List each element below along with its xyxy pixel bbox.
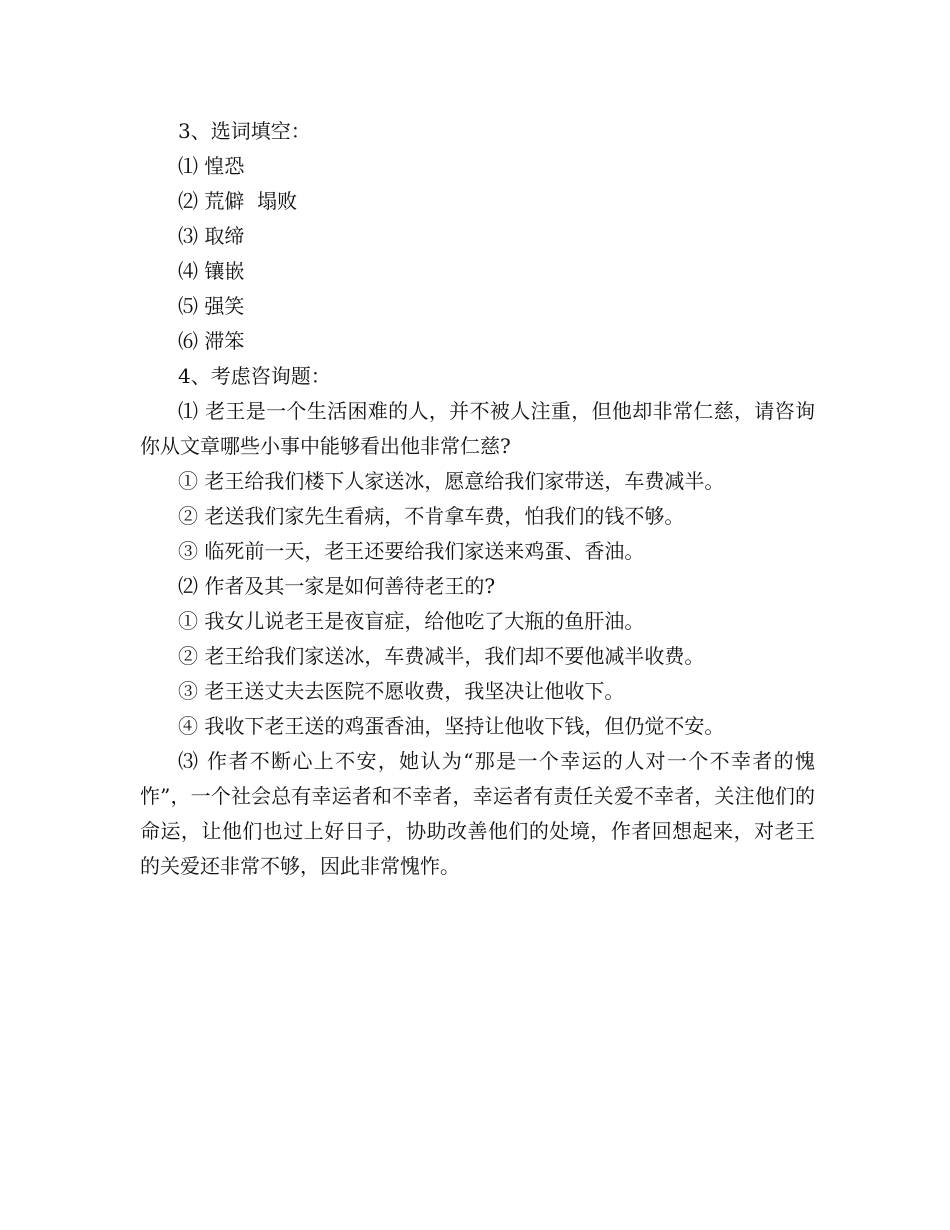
question-2-answer-1: ① 我女儿说老王是夜盲症，给他吃了大瓶的鱼肝油。 <box>178 609 645 633</box>
fill-blank-item-6: ⑹ 滞笨 <box>178 329 245 353</box>
section-3-heading: 3、选词填空： <box>178 119 311 143</box>
section-4-heading: 4、考虑咨询题： <box>178 364 331 388</box>
question-2-answer-3: ③ 老王送丈夫去医院不愿收费，我坚决让他收下。 <box>178 679 625 703</box>
fill-blank-item-5: ⑸ 强笑 <box>178 294 245 318</box>
question-2-answer-2: ② 老王给我们家送冰，车费减半，我们却不要他减半收费。 <box>178 644 705 668</box>
question-1-answer-3: ③ 临死前一天，老王还要给我们家送来鸡蛋、香油。 <box>178 539 645 563</box>
question-2: ⑵ 作者及其一家是如何善待老王的? <box>178 574 496 598</box>
question-1-answer-2: ② 老送我们家先生看病，不肯拿车费，怕我们的钱不够。 <box>178 504 685 528</box>
fill-blank-item-1: ⑴ 惶恐 <box>178 154 245 178</box>
question-1: ⑴ 老王是一个生活困难的人，并不被人注重，但他却非常仁慈，请咨询你从文章哪些小事中能够看出他非常仁慈? <box>140 399 815 458</box>
question-2-answer-4: ④ 我收下老王送的鸡蛋香油，坚持让他收下钱，但仍觉不安。 <box>178 714 725 738</box>
fill-blank-item-3: ⑶ 取缔 <box>178 224 245 248</box>
document-body <box>140 114 815 884</box>
fill-blank-item-2: ⑵ 荒僻 塌败 <box>178 189 298 213</box>
question-3-paragraph: ⑶ 作者不断心上不安，她认为“那是一个幸运的人对一个不幸者的愧怍”，一个社会总有幸运者和不幸者，幸运者有责任关爱不幸者，关注他们的命运，让他们也过上好日子，协助改善他们的处境，作者回想起来，对老王的关爱还非常不够，因此非常愧怍。 <box>140 749 815 878</box>
question-1-answer-1: ① 老王给我们楼下人家送冰，愿意给我们家带送，车费减半。 <box>178 469 725 493</box>
fill-blank-item-4: ⑷ 镶嵌 <box>178 259 245 283</box>
